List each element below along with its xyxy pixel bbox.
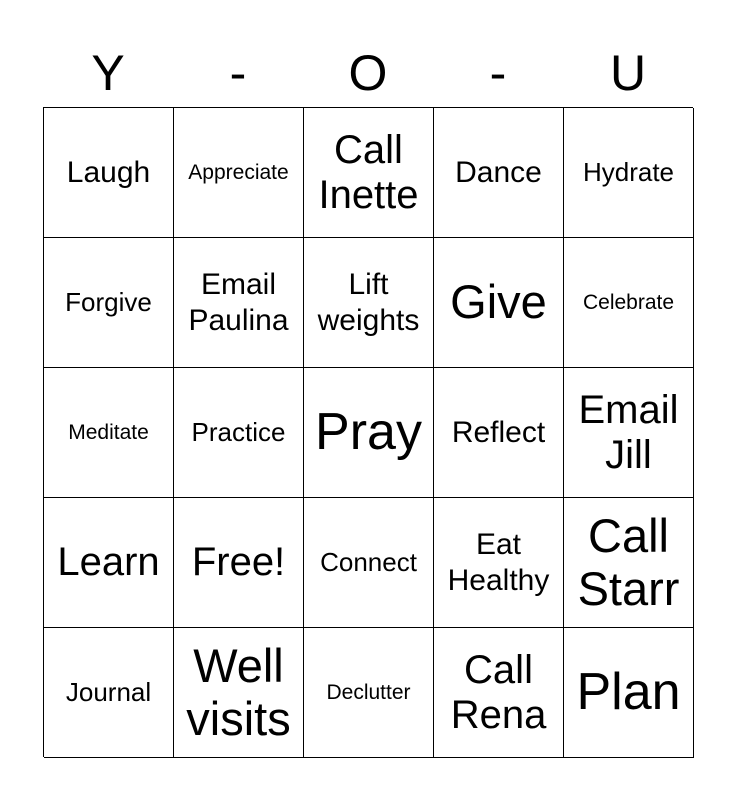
bingo-cell-dance[interactable] [434, 108, 564, 238]
bingo-cell-declutter[interactable] [304, 628, 434, 758]
cell-label: Laugh [66, 155, 151, 189]
bingo-cell-learn[interactable] [44, 498, 174, 628]
cell-label: Journal [65, 677, 152, 708]
cell-label: Hydrate [582, 157, 675, 188]
header-dash-1: - [229, 45, 247, 101]
header-letter-y: Y [91, 45, 125, 101]
bingo-cell-email-paulina[interactable] [174, 238, 304, 368]
bingo-cell-free[interactable] [174, 498, 304, 628]
cell-label: Dance [455, 155, 542, 189]
header-letter-u: U [609, 45, 647, 101]
bingo-cell-celebrate[interactable] [564, 238, 694, 368]
cell-label: Eat Healthy [447, 527, 550, 597]
cell-label: Appreciate [188, 160, 289, 184]
cell-label: Connect [320, 547, 417, 578]
bingo-cell-well-visits[interactable] [174, 628, 304, 758]
bingo-cell-pray[interactable] [304, 368, 434, 498]
bingo-cell-forgive[interactable] [44, 238, 174, 368]
bingo-cell-journal[interactable] [44, 628, 174, 758]
cell-label: Reflect [451, 415, 546, 449]
bingo-cell-laugh[interactable] [44, 108, 174, 238]
cell-label: Email Paulina [188, 267, 289, 337]
bingo-board [43, 107, 693, 757]
bingo-cell-give[interactable] [434, 238, 564, 368]
bingo-header [43, 42, 693, 104]
cell-label: Practice [191, 417, 286, 448]
bingo-cell-eat-healthy[interactable] [434, 498, 564, 628]
cell-label: Well visits [186, 638, 291, 745]
cell-label: Declutter [326, 680, 411, 704]
cell-label: Lift weights [317, 267, 420, 337]
bingo-cell-appreciate[interactable] [174, 108, 304, 238]
bingo-cell-meditate[interactable] [44, 368, 174, 498]
cell-label: Learn [57, 540, 160, 585]
cell-label: Call Rena [450, 647, 547, 737]
bingo-cell-reflect[interactable] [434, 368, 564, 498]
bingo-cell-lift-weights[interactable] [304, 238, 434, 368]
bingo-cell-call-starr[interactable] [564, 498, 694, 628]
bingo-cell-email-jill[interactable] [564, 368, 694, 498]
bingo-cell-call-inette[interactable] [304, 108, 434, 238]
bingo-cell-plan[interactable] [564, 628, 694, 758]
cell-label: Call Starr [577, 508, 680, 615]
cell-label: Celebrate [582, 290, 675, 314]
header-dash-2: - [489, 45, 507, 101]
cell-label: Email Jill [578, 387, 679, 477]
cell-label: Forgive [65, 287, 152, 318]
cell-label: Pray [315, 402, 422, 461]
bingo-cell-connect[interactable] [304, 498, 434, 628]
bingo-cell-practice[interactable] [174, 368, 304, 498]
header-letter-o: O [348, 45, 388, 101]
cell-label: Free! [191, 540, 286, 585]
bingo-cell-call-rena[interactable] [434, 628, 564, 758]
bingo-cell-hydrate[interactable] [564, 108, 694, 238]
cell-label: Give [450, 275, 547, 329]
cell-label: Call Inette [318, 127, 419, 217]
cell-label: Plan [576, 662, 681, 721]
cell-label: Meditate [68, 420, 149, 444]
